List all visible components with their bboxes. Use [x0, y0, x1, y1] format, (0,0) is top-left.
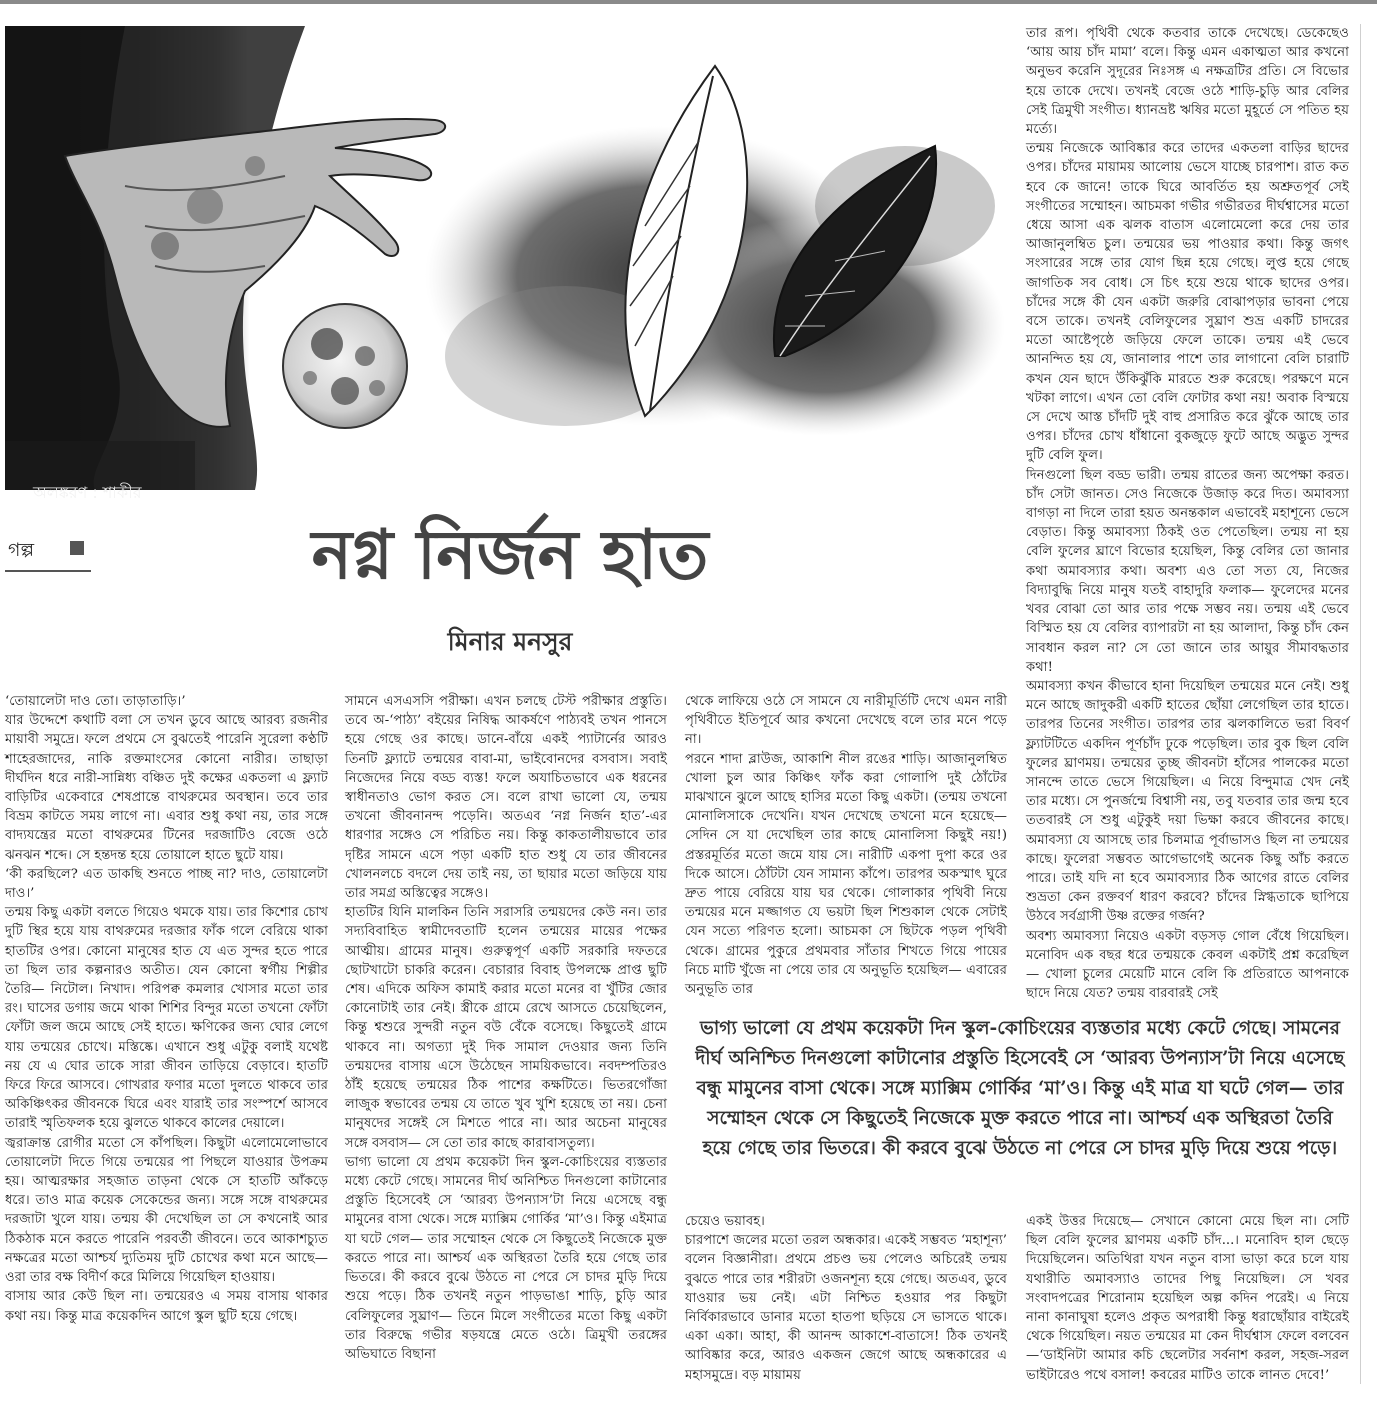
story-author: মিনার মনসুর: [447, 627, 573, 656]
illustration-credit: অলঙ্করণ : শাকীর: [33, 483, 142, 502]
paragraph: তন্ময় কিছু একটা বলতে গিয়েও থমকে যায়। তার কিশোর চোখ দুটি স্থির হয়ে যায় বাথরুমের দরজার ফাঁক গলে বেরিয়ে থাকা হাতটির ওপর। কোনো মানুষের হাত যে এত সুন্দর হতে পারে তা ছিল তার কল্পনারও অতীত। যেন কোনো স্বর্গীয় শিল্পীর তৈরি— নিটোল। নিখাদ। পরিপক্ব কমলার খোসার মতো তার রং। ঘাসের ডগায় জমে থাকা শিশির বিন্দুর মতো তখনো ফোঁটা ফোঁটা জল জমে আছে সেই হাতে। ক্ষণিকের জন্য ঘোর লেগে যায় তন্ময়ের চোখে। মস্তিষ্কে। এখানে শুধু এটুকু বলাই যথেষ্ট নয় যে এ ঘোর তাকে সারা জীবন তাড়িয়ে বেড়াবে। হাতটি ফিরে ফিরে আসবে। গোখরার ফণার মতো দুলতে থাকবে তার অকিঞ্চিৎকর জীবনকে ঘিরে এবং যারাই তার সংস্পর্শে আসবে তারাই স্মৃতিফলক হয়ে ঝুলতে থাকবে কালের দেয়ালে।: [5, 905, 328, 1132]
paragraph: তার রূপ। পৃথিবী থেকে কতবার তাকে দেখেছে। ডেকেছেও ‘আয় আয় চাঁদ মামা’ বলে। কিন্তু এমন একাত্মতা আর কখনো অনুভব করেনি সুদূরের নিঃসঙ্গ এ নক্ষত্রটির প্রতি। সে বিভোর হয়ে তাকে দেখে। তখনই বেজে ওঠে শাড়ি-চুড়ি আর বেলির সেই ত্রিমুখী সংগীত। ধ্যানভ্রষ্ট ঋষির মতো মুহূর্তে সে পতিত হয় মর্ত্যে।: [1026, 26, 1349, 138]
text-column-3: [685, 692, 1007, 1002]
paragraph: বাসায় আর কেউ ছিল না। তন্ময়েরও এ সময় বাসায় থাকার কথা নয়। কিন্তু মাত্র কয়েকদিন আগে স্কুল ছুটি হয়ে গেছে।: [5, 1289, 328, 1324]
paragraph: পরনে শাদা ব্লাউজ, আকাশি নীল রঙের শাড়ি। আজানুলম্বিত খোলা চুল আর কিঞ্চিৎ ফাঁক করা গোলাপি দুই ঠোঁটের মাঝখানে ঝুলে আছে হাসির মতো কিছু একটা। (তন্ময় তখনো মোনালিসাকে দেখেনি। যখন দেখেছে তখনো মনে হয়েছে— সেদিন সে যা দেখেছিল তার কাছে মোনালিসা কিছুই নয়!) প্রস্তরমূর্তির মতো জমে যায় সে। নারীটি একপা দুপা করে ওর দিকে আসে। ঠোঁটটা যেন সামান্য কাঁপে। তারপর অকস্মাৎ ঘুরে দ্রুত পায়ে বেরিয়ে যায় ঘর থেকে। গোলাকার পৃথিবী নিয়ে তন্ময়ের মনে মজ্জাগত যে ভয়টা ছিল শিশুকাল থেকে সেটাই যেন সত্যে পরিণত হলো। আচমকা সে ছিটকে পড়ল পৃথিবী থেকে। গ্রামের পুকুরে প্রথমবার সাঁতার শিখতে গিয়ে পায়ের নিচে মাটি খুঁজে না পেয়ে তার যে অনুভূতি হয়েছিল— এবারের অনুভূতি তার: [685, 751, 1007, 998]
paragraph: চারপাশে জলের মতো তরল অন্ধকার। একেই সম্ভবত ‘মহাশূন্য’ বলেন বিজ্ঞানীরা। প্রথমে প্রচণ্ড ভয় পেলেও অচিরেই তন্ময় বুঝতে পারে তার শরীরটা ওজনশূন্য হয়ে গেছে। অতএব, ডুবে যাওয়ার ভয় নেই। এটা নিশ্চিত হওয়ার পর কিছুটা নির্বিকারভাবে ডানার মতো হাতপা ছড়িয়ে সে ভাসতে থাকে। একা একা। আহা, কী আনন্দ আকাশে-বাতাসে! ঠিক তখনই আবিষ্কার করে, আরও একজন জেগে আছে অন্ধকারের এ মহাসমুদ্রে। বড় মায়াময়: [685, 1233, 1007, 1383]
paragraph: ভাগ্য ভালো যে প্রথম কয়েকটা দিন স্কুল-কোচিংয়ের ব্যস্ততার মধ্যে কেটে গেছে। সামনের দীর্ঘ অনিশ্চিত দিনগুলো কাটানোর প্রস্তুতি হিসেবেই সে ‘আরব্য উপন্যাস’টা নিয়ে এসেছে বন্ধু মামুনের বাসা থেকে। সঙ্গে ম্যাক্সিম গোর্কির ‘মা’ও। কিন্তু এইমাত্র যা ঘটে গেল— তার সম্মোহন থেকে সে কিছুতেই নিজেকে মুক্ত করতে পারে না। আশ্চর্য এক অস্থিরতা তৈরি হয়ে গেছে তার ভিতরে। কী করবে বুঝে উঠতে না পেরে সে চাদর মুড়ি দিয়ে শুয়ে পড়ে। ঠিক তখনই নতুন পাড়ভাঙা শাড়ি, চুড়ি আর বেলিফুলের সুঘ্রাণ— তিনে মিলে সংগীতের মতো কিছু একটা তার বিরুদ্ধে গভীর ষড়যন্ত্রে মেতে ওঠে। ত্রিমুখী তরঙ্গের অভিঘাতে বিছানা: [345, 1154, 667, 1362]
paragraph: অমাবস্যা কখন কীভাবে হানা দিয়েছিল তন্ময়ের মনে নেই। শুধু মনে আছে জাদুকরী একটি হাতের ছোঁয়া লেগেছিল তার হাতে। তারপর তিনের সংগীত। তারপর তার ঝলকালিতে ভরা বিবর্ণ ফ্ল্যাটটিতে একদিন পূর্ণচাঁদ ঢুকে পড়েছিল। তার বুক ছিল বেলি ফুলের ঘ্রাণময়। তন্ময়ের তুচ্ছ জীবনটা হাঁসের পালকের মতো সানন্দে তাতে ভেসে গিয়েছিল। এ নিয়ে বিন্দুমাত্র খেদ নেই তার মধ্যে। সে পুনর্জন্মে বিশ্বাসী নয়, তবু যতবার তার জন্ম হবে ততবারই সে শুধু এটুকুই দয়া ভিক্ষা করবে জীবনের কাছে। অমাবস্যা যে আসছে তার চিলমাত্র পূর্বাভাসও ছিল না তন্ময়ের কাছে। ফুলেরা সম্ভবত আগেভাগেই অনেক কিছু আঁচ করতে পারে। তাই যদি না হবে অমাবস্যার ঠিক আগের রাতে বেলির শুভ্রতা কেন রক্তবর্ণ ধারণ করবে? চাঁদের স্নিগ্ধতাকে ছাপিয়ে উঠবে সর্বগ্রাসী উষ্ণ রক্তের গর্জন?: [1026, 678, 1349, 925]
text-column-3-continued: [685, 1212, 1007, 1402]
paragraph: হাতটির যিনি মালকিন তিনি সরাসরি তন্ময়দের কেউ নন। তার সদ্যবিবাহিত স্বামীদেবতাটি হলেন তন্ময়ের মায়ের পক্ষের আত্মীয়। গ্রামের মানুষ। গুরুত্বপূর্ণ একটি সরকারি দফতরে ছোটখাটো চাকরি করেন। বেচারার বিবাহ উপলক্ষে প্রাপ্ত ছুটি শেষ। এদিকে অফিস কামাই করার মতো মনের বা খুঁটির জোর কোনোটাই তার নেই। স্ত্রীকে গ্রামে রেখে আসতে চেয়েছিলেন, কিন্তু শ্বশুরে সুন্দরী নতুন বউ বেঁকে বসেছে। কিছুতেই গ্রামে থাকবে না। অগত্যা দুই দিক সামাল দেওয়ার জন্য তিনি তন্ময়দের বাসায় এসে উঠেছেন সাময়িকভাবে। নবদম্পতিরও ঠাঁই হয়েছে তন্ময়ের ঠিক পাশের কক্ষটিতে। ভিতরগোঁজা লাজুক স্বভাবের তন্ময় যে তাতে খুব খুশি হয়েছে তা নয়। চেনা মানুষদের সঙ্গেই সে মিশতে পারে না। আর অচেনা মানুষের সঙ্গে বসবাস— সে তো তার কাছে কারাবাসতুল্য।: [345, 905, 667, 1151]
paragraph: তন্ময় নিজেকে আবিষ্কার করে তাদের একতলা বাড়ির ছাদের ওপর। চাঁদের মায়াময় আলোয় ভেসে যাচ্ছে চারপাশ। রাত কত হবে কে জানে! তাকে ঘিরে আবর্তিত হয় অশ্রুতপূর্ব সেই সংগীতের সম্মোহন। আচমকা গভীর গভীরতর দীর্ঘশ্বাসের মতো ধেয়ে আসা এক ঝলক বাতাস এলোমেলো করে দেয় তার আজানুলম্বিত চুল। তন্ময়ের ভয় পাওয়ার কথা। কিন্তু জগৎ সংসারের সঙ্গে তার যোগ ছিন্ন হয়ে গেছে। লুপ্ত হয়ে গেছে জাগতিক সব বোধ। সে চিৎ হয়ে শুয়ে থাকে ছাদের ওপর। চাঁদের সঙ্গে কী যেন একটা জরুরি বোঝাপড়ার ভাবনা পেয়ে বসে তাকে। তখনই বেলিফুলের সুঘ্রাণ শুভ্র একটি চাদরের মতো আষ্টেপৃষ্ঠে জড়িয়ে ফেলে তাকে। তন্ময় এই ভেবে আনন্দিত হয় যে, জানালার পাশে তার লাগানো বেলি চারাটি কখন যেন ছাদে উঁকিঝুঁকি মারতে শুরু করেছে। পরক্ষণে মনে খটকা লাগে। এখন তো বেলি ফোটার কথা নয়! অবাক বিস্ময়ে সে দেখে আস্ত চাঁদটি দুই বাহু প্রসারিত করে ঝুঁকে আছে তার ওপর। চাঁদের চোখ ধাঁধানো বুকজুড়ে ফুটে আছে অদ্ভুত সুন্দর দুটি বেলি ফুল।: [1026, 141, 1349, 464]
paragraph: জ্বরাক্রান্ত রোগীর মতো সে কাঁপছিল। কিছুটা এলোমেলোভাবে তোয়ালেটা দিতে গিয়ে তন্ময়ের পা পিছলে যাওয়ার উপক্রম হয়। আত্মরক্ষার সহজাত তাড়না থেকে সে হাতটি আঁকড়ে ধরে। তাও মাত্র কয়েক সেকেন্ডের জন্য। সঙ্গে সঙ্গে বাথরুমের দরজাটা খুলে যায়। তন্ময় কী দেখেছিল তা সে কখনোই আর ঠিকঠাক মনে করতে পারেনি পরবর্তী জীবনে। তবে আকাশচ্যুত নক্ষত্রের মতো আশ্চর্য দ্যুতিময় দুটি চোখের কথা মনে আছে— ওরা তার বক্ষ বিদীর্ণ করে মিলিয়ে গিয়েছিল হাওয়ায়।: [5, 1135, 328, 1286]
paragraph: সামনে এসএসসি পরীক্ষা। এখন চলছে টেস্ট পরীক্ষার প্রস্তুতি। তবে অ-‘পাঠ্য’ বইয়ের নিষিদ্ধ আকর্ষণে পাঠ্যবই তখন পানসে হয়ে গেছে ওর কাছে। ডানে-বাঁয়ে একই প্যাটার্নের আরও তিনটি ফ্ল্যাটে তন্ময়ের বাবা-মা, ভাইবোনদের বসবাস। সবাই নিজেদের নিয়ে বড্ড ব্যস্ত! ফলে অযাচিতভাবে এক ধরনের স্বাধীনতাও ভোগ করত সে। বলে রাখা ভালো যে, তন্ময় তখনো জীবনানন্দ পড়েনি। অতএব ‘নগ্ন নির্জন হাত’-এর ধারণার সঙ্গেও সে পরিচিত নয়। কিন্তু কাকতালীয়ভাবে তার দৃষ্টির সামনে এসে পড়া একটি হাত শুধু যে তার জীবনের খোলনলচে বদলে দেয় তাই নয়, তা ছায়ার মতো জড়িয়ে যায় তার সমগ্র অস্তিত্বের সঙ্গেও।: [345, 694, 667, 902]
paragraph: অবশ্য অমাবস্যা নিয়েও একটা বড়সড় গোল বেঁধে গিয়েছিল। মনোবিদ এক বছর ধরে তন্ময়কে কেবল একটাই প্রশ্ন করেছিল— খোলা চুলের মেয়েটি মানে বেলি কি প্রতিরাতে আপনাকে ছাদে নিয়ে যেত? তন্ময় বারবারই সেই: [1026, 928, 1349, 1002]
text-column-2: [345, 692, 667, 1396]
genre-label: গল্প: [8, 539, 35, 561]
text-column-4: [1026, 24, 1349, 1004]
moon-illustration: [283, 304, 407, 428]
text-column-4-continued: [1026, 1212, 1349, 1402]
header-illustration: [5, 26, 1007, 502]
text-column-1: [5, 692, 328, 1396]
illustration-svg: [5, 26, 1007, 490]
story-title: নগ্ন নির্জন হাত: [311, 516, 709, 595]
genre-rule: [5, 570, 91, 572]
right-rule: [1360, 24, 1361, 1384]
paragraph: চেয়েও ভয়াবহ।: [685, 1214, 765, 1229]
paragraph: দিনগুলো ছিল বড্ড ভারী। তন্ময় রাতের জন্য অপেক্ষা করত। চাঁদ সেটা জানত। সেও নিজেকে উজাড় করে দিত। অমাবস্যা বাগড়া না দিলে তারা হয়ত অনন্তকাল এভাবেই মহাশূন্যে ভেসে বেড়াত। কিন্তু অমাবস্যা ঠিকই ওত পেতেছিল। তন্ময় না হয় বেলি ফুলের ঘ্রাণে বিভোর হয়েছিল, কিন্তু বেলির তো জানার কথা অমাবস্যার কথা। অবশ্য এও তো সত্য যে, নিজের বিদ্যাবুদ্ধি নিয়ে মানুষ যতই বাহাদুরি ফলাক— ফুলেদের মনের খবর বোঝা তো আর তার পক্ষে সম্ভব নয়। তন্ময় এই ভেবে বিস্মিত হয় যে বেলির ব্যাপারটা না হয় আলাদা, কিন্তু চাঁদ কেন সাবধান করল না? সে তো জানে তার আয়ুর সীমাবদ্ধতার কথা!: [1026, 467, 1349, 675]
top-rule: [0, 0, 1377, 4]
pull-quote: ভাগ্য ভালো যে প্রথম কয়েকটা দিন স্কুল-কোচিংয়ের ব্যস্ততার মধ্যে কেটে গেছে। সামনের দীর্ঘ অনিশ্চিত দিনগুলো কাটানোর প্রস্তুতি হিসেবেই সে ‘আরব্য উপন্যাস’টা নিয়ে এসেছে বন্ধু মামুনের বাসা থেকে। সঙ্গে ম্যাক্সিম গোর্কির ‘মা’ও। কিন্তু এই মাত্র যা ঘটে গেল— তার সম্মোহন থেকে সে কিছুতেই নিজেকে মুক্ত করতে পারে না। আশ্চর্য এক অস্থিরতা তৈরি হয়ে গেছে তার ভিতরে। কী করবে বুঝে উঠতে না পেরে সে চাদর মুড়ি দিয়ে শুয়ে পড়ে।: [695, 1018, 1345, 1159]
paragraph: যার উদ্দেশে কথাটি বলা সে তখন ডুবে আছে আরব্য রজনীর মায়াবী সমুদ্রে। ফলে প্রথমে সে বুঝতেই পারেনি সুরেলা কণ্ঠটি শাহেরজাদের, নাকি রক্তমাংসের কোনো নারীর। তাছাড়া দীর্ঘদিন ধরে নারী-সান্নিধ্য বঞ্চিত দুই কক্ষের একতলা এ ফ্ল্যাট বাড়িটির একেবারে শেষপ্রান্তে বাথরুমের অবস্থান। তবে তার বিভ্রম কাটতে সময় লাগে না। এবার শুধু কথা নয়, তার সঙ্গে বাদ্যযন্ত্রের মতো বাথরুমের টিনের দরজাটিও বেজে ওঠে ঝনঝন শব্দে। সে হন্তদন্ত হয়ে তোয়ালে হাতে ছুটে যায়।: [5, 713, 328, 863]
paragraph: থেকে লাফিয়ে ওঠে সে সামনে যে নারীমূর্তিটি দেখে এমন নারী পৃথিবীতে ইতিপূর্বে আর কখনো দেখেছে বলে তার মনে পড়ে না।: [685, 694, 1007, 748]
paragraph: ‘কী করছিলে? এত ডাকছি শুনতে পাচ্ছ না? দাও, তোয়ালেটা দাও।’: [5, 866, 328, 902]
paragraph: ‘তোয়ালেটা দাও তো। তাড়াতাড়ি।’: [5, 694, 186, 709]
paragraph: একই উত্তর দিয়েছে— সেখানে কোনো মেয়ে ছিল না। সেটি ছিল বেলি ফুলের ঘ্রাণময় একটি চাঁদ...। মনোবিদ হাল ছেড়ে দিয়েছিলেন। অতিথিরা যখন নতুন বাসা ভাড়া করে চলে যায় যথারীতি অমাবস্যাও তাদের পিছু নিয়েছিল। সে খবর সংবাদপত্রের শিরোনাম হয়েছিল অল্প কদিন পরেই। এ নিয়ে নানা কানাঘুষা হলেও প্রকৃত অপরাধী কিন্তু ধরাছোঁয়ার বাইরেই থেকে গিয়েছিল। নয়ত তন্ময়ের মা কেন দীর্ঘশ্বাস ফেলে বলবেন—‘ডাইনিটা আমার কচি ছেলেটার সর্বনাশ করল, সহজ-সরল ভাইটারেও পথে বসাল! কবরের মাটিও তাকে লানত দেবে!’: [1026, 1214, 1349, 1383]
genre-marker: [70, 541, 84, 555]
